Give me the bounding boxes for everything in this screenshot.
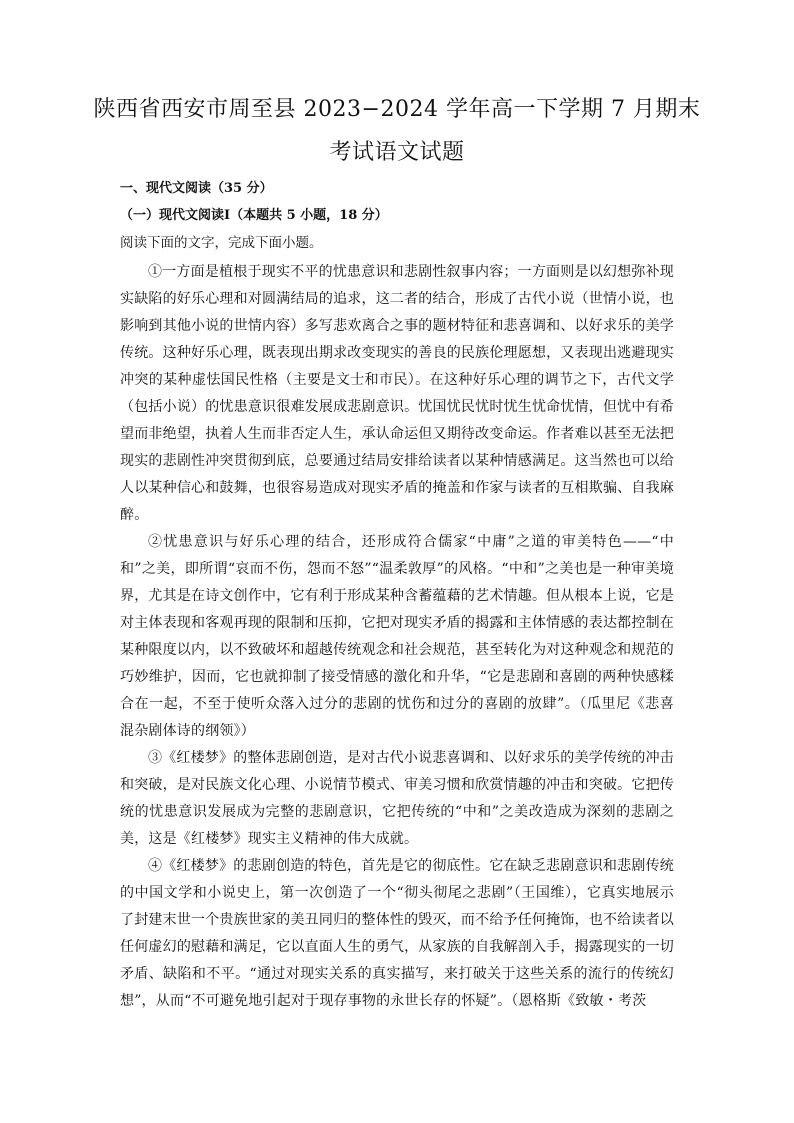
reading-instruction: 阅读下面的文字，完成下面小题。: [120, 235, 323, 251]
passage-paragraph-3: ③《红楼梦》的整体悲剧创造，是对古代小说悲喜调和、以好求乐的美学传统的冲击和突破，是对民族文化心理、小说情节模式、审美习惯和欣赏情趣的冲击和突破。它把传统的忧患意识发展成为完整的悲剧意识，它把传统的“中和”之美改造成为深刻的悲剧之美，这是《红楼梦》现实主义精神的伟大成就。: [120, 750, 674, 847]
document-title-line-1: 陕西省西安市周至县 2023−2024 学年高一下学期 7 月期末: [93, 97, 701, 122]
reading-passage: [120, 259, 674, 1015]
passage-paragraph-4: ④《红楼梦》的悲剧创造的特色，首先是它的彻底性。它在缺乏悲剧意识和悲剧传统的中国文学和小说史上，第一次创造了一个“彻头彻尾之悲剧”（王国维），它真实地展示了封建末世一个贵族世家的美丑同归的整体性的毁灭，而不给予任何掩饰，也不给读者以任何虚幻的慰藉和满足，它以直面人生的勇气，从家族的自我解剖入手，揭露现实的一切矛盾、缺陷和不平。“通过对现实关系的真实描写，来打破关于这些关系的流行的传统幻想”，从而“不可避免地引起对于现存事物的永世长存的怀疑”。（恩格斯《致敏・考茨: [120, 858, 674, 1009]
passage-paragraph-1: ①一方面是植根于现实不平的忧患意识和悲剧性叙事内容；一方面则是以幻想弥补现实缺陷的好乐心理和对圆满结局的追求，这二者的结合，形成了古代小说（世情小说，也影响到其他小说的世情内容）多写悲欢离合之事的题材特征和悲喜调和、以好求乐的美学传统。这种好乐心理，既表现出期求改变现实的善良的民族伦理愿想，又表现出逃避现实冲突的某种虚怯国民性格（主要是文士和市民）。在这种好乐心理的调节之下，古代文学（包括小说）的忧患意识很难发展成悲剧意识。忧国忧民忧时忧生忧命忧情，但忧中有希望而非绝望，执着人生而非否定人生，承认命运但又期待改变命运。作者难以甚至无法把现实的悲剧性冲突贯彻到底，总要通过结局安排给读者以某种情感满足。这当然也可以给人以某种信心和鼓舞，也很容易造成对现实矛盾的掩盖和作家与读者的互相欺骗、自我麻醉。: [120, 264, 674, 523]
document-title-line-2: 考试语文试题: [329, 140, 465, 165]
passage-paragraph-2: ②忧患意识与好乐心理的结合，还形成符合儒家“中庸”之道的审美特色——“中和”之美，即所谓“哀而不伤，怨而不怒”“温柔敦厚”的风格。“中和”之美也是一种审美境界，尤其是在诗文创作中，它有利于形成某种含蓄蕴藉的艺术情趣。但从根本上说，它是对主体表现和客观再现的限制和压抑，它把对现实矛盾的揭露和主体情感的表达都控制在某种限度以内，以不致破坏和超越传统观念和社会规范，甚至转化为对这种观念和规范的巧妙维护，因而，它也就抑制了接受情感的激化和升华，“它是悲剧和喜剧的两种快感糅合在一起，不至于使听众落入过分的悲剧的忧伤和过分的喜剧的放肆”。（瓜里尼《悲喜混杂剧体诗的纲领》）: [120, 534, 674, 739]
section-heading: 一、现代文阅读（35 分）: [120, 181, 273, 196]
subsection-heading: （一）现代文阅读Ⅰ（本题共 5 小题，18 分）: [120, 208, 388, 223]
